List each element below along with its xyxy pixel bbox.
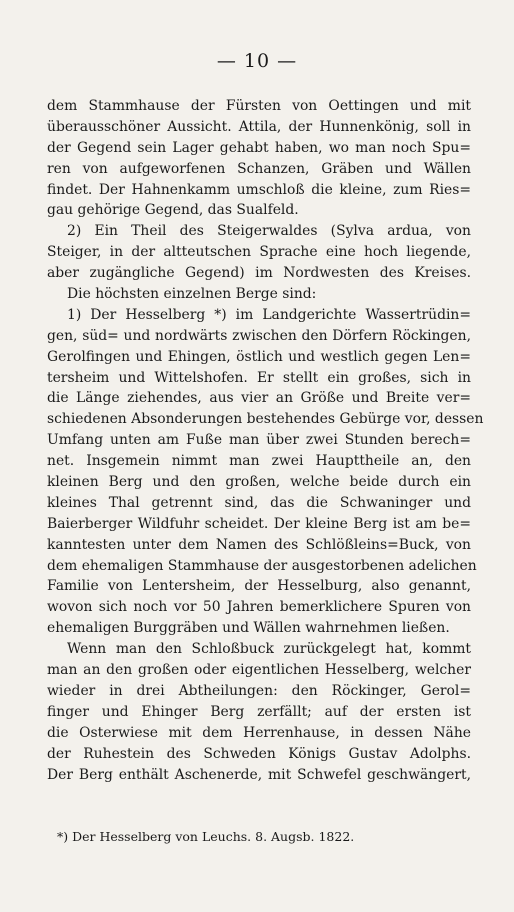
text-line: kleines Thal getrennt sind, das die Schwaninger und [47,494,471,511]
text-line: kleinen Berg und den großen, welche beide durch ein [47,474,471,491]
text-line: die Osterwiese mit dem Herrenhause, in dessen Nähe [47,724,471,741]
text-line: Wenn man den Schloßbuck zurückgelegt hat, kommt [67,641,471,658]
footnote: *) Der Hesselberg von Leuchs. 8. Augsb. 1822. [57,829,355,844]
text-line: ren von aufgeworfenen Schanzen, Gräben und Wällen [47,160,471,177]
text-line: überausschöner Aussicht. Attila, der Hunnenkönig, soll in [47,118,471,135]
text-line: net. Insgemein nimmt man zwei Haupttheile an, den [47,453,471,470]
text-line: Familie von Lentersheim, der Hesselburg, also genannt, [47,578,471,595]
text-line: Umfang unten am Fuße man über zwei Stunden berech= [47,432,471,449]
text-line: aber zugängliche Gegend) im Nordwesten des Kreises. [47,265,471,282]
text-line: Die höchsten einzelnen Berge sind: [67,286,317,303]
text-line: Baierberger Wildfuhr scheidet. Der kleine Berg ist am be= [47,515,471,532]
text-line: gau gehörige Gegend, das Sualfeld. [47,202,299,219]
text-line: man an den großen oder eigentlichen Hesselberg, welcher [47,662,471,679]
text-line: dem ehemaligen Stammhause der ausgestorbenen adelichen [47,557,477,574]
text-line: gen, süd= und nordwärts zwischen den Dörfern Röckingen, [47,327,471,344]
text-line: finger und Ehinger Berg zerfällt; auf der ersten ist [47,703,471,720]
body-text [47,96,484,785]
text-line: Steiger, in der altteutschen Sprache eine hoch liegende, [47,244,471,261]
text-line: dem Stammhause der Fürsten von Oettingen und mit [47,98,471,114]
text-line: 2) Ein Theil des Steigerwaldes (Sylva ardua, von [67,223,471,240]
text-line: wovon sich noch vor 50 Jahren bemerklichere Spuren von [47,599,471,616]
text-line: der Gegend sein Lager gehabt haben, wo man noch Spu= [47,139,471,156]
text-line: findet. Der Hahnenkamm umschloß die kleine, zum Ries= [47,181,471,198]
text-line: die Länge ziehendes, aus vier an Größe und Breite ver= [47,390,471,407]
text-line: 1) Der Hesselberg *) im Landgerichte Wassertrüdin= [67,306,471,323]
text-line: Der Berg enthält Aschenerde, mit Schwefel geschwängert, [47,766,471,783]
text-line: der Ruhestein des Schweden Königs Gustav Adolphs. [47,745,471,762]
page-number: — 10 — [216,50,298,72]
text-line: wieder in drei Abtheilungen: den Röckinger, Gerol= [47,682,471,699]
text-line: Gerolfingen und Ehingen, östlich und westlich gegen Len= [47,348,471,365]
text-line: tersheim und Wittelshofen. Er stellt ein großes, sich in [47,369,471,386]
text-line: schiedenen Absonderungen bestehendes Gebürge vor, dessen [47,411,484,428]
text-line: ehemaligen Burggräben und Wällen wahrnehmen ließen. [47,620,450,637]
text-line: kanntesten unter dem Namen des Schlößleins=Buck, von [47,536,471,553]
